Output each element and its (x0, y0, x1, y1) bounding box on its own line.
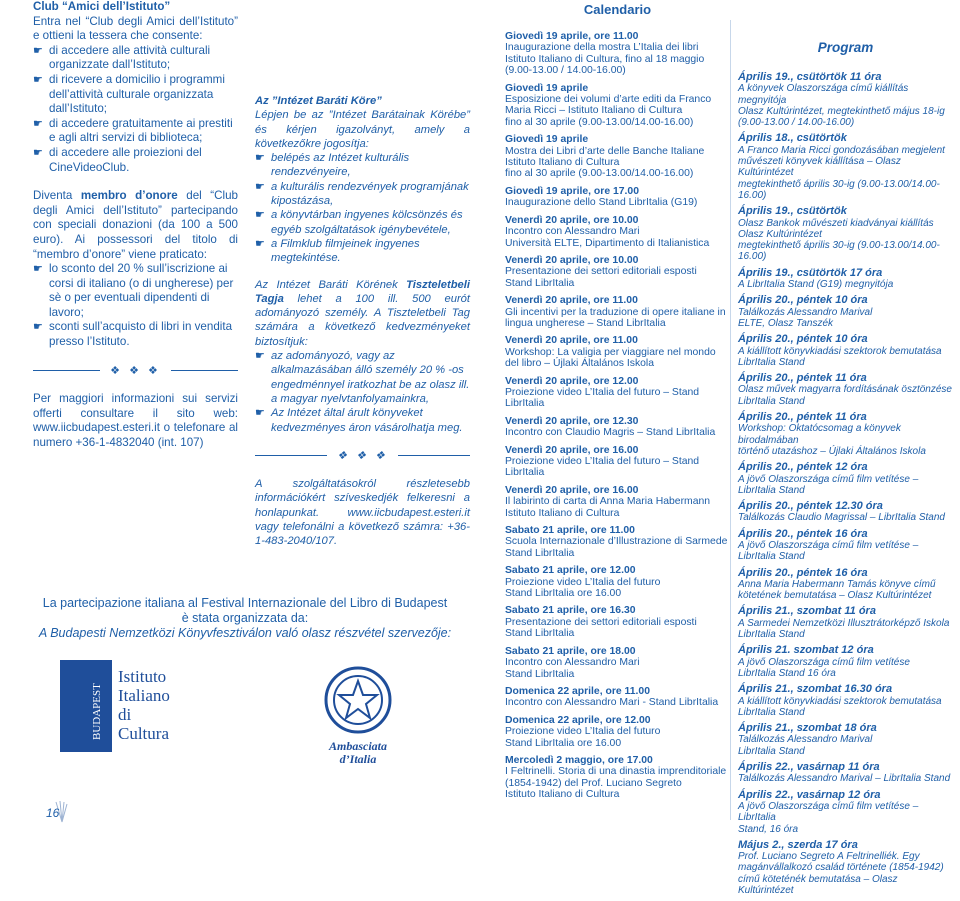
calendar-event: Venerdì 20 aprile, ore 16.00 Il labirinto di carta di Anna Maria Habermann Istituto Italiano di Cultura (505, 484, 711, 519)
section-divider (255, 449, 470, 463)
list-item: ☛ a Filmklub filmjeinek ingyenes megtekintése. (255, 237, 420, 265)
honorary-member-text: Diventa membro d’onore del “Club degli Amici dell’Istituto” partecipando con speciali donazioni (da 100 a 500 euro). Ai possessori del titolo di “membro d’onore” viene praticato: (33, 189, 238, 261)
program-event: Április 20., péntek 10 óra A kiállított könyvkiadási szektorok bemutatása LibrItalia Stand (738, 333, 942, 368)
calendar-event: Sabato 21 aprile, ore 12.00 Proiezione video L’Italia del futuro Stand LibrItalia ore 16.00 (505, 565, 661, 600)
program-event: Április 22., vasárnap 11 óra Találkozás Alessandro Marival – LibrItalia Stand (738, 761, 951, 785)
honorary-benefit-list (33, 262, 238, 350)
pointing-hand-icon: ☛ (33, 73, 43, 86)
program-event: Április 21., szombat 16.30 óra A kiállított könyvkiadási szektorok bemutatása LibrItalia Stand (738, 683, 942, 718)
program-heading: Program (817, 40, 874, 55)
club-title: Club “Amici dell’Istituto” (33, 0, 171, 13)
list-item: ☛ a könyvtárban ingyenes kölcsönzés és egyéb szolgáltatások igénybevétele, (255, 209, 463, 236)
list-item: ☛ di accedere gratuitamente ai prestiti e agli altri servizi di biblioteca; (33, 116, 233, 145)
caption-line: A Budapesti Nemzetközi Könyvfesztiválon való olasz részvétel szervezője: (38, 626, 452, 640)
honorary-benefit-list (255, 349, 470, 435)
page-number: 16 (46, 806, 60, 820)
pointing-hand-icon: ☛ (255, 152, 265, 165)
list-item: ☛ a kulturális rendezvények programjának kipostázása, (255, 180, 469, 208)
calendar-event: Sabato 21 aprile, ore 16.30 Presentazione dei settori editoriali esposti Stand LibrItalia (505, 605, 697, 640)
honorary-member-text: Az Intézet Baráti Körének Tiszteletbeli Tagja lehet a 100 ill. 500 eurót adományozó személy. A Tiszteletbeli Tag számára a következő kedvezményeket biztosítjuk: (255, 278, 470, 348)
emblem-icon (323, 665, 393, 735)
club-italian-column (33, 0, 238, 451)
calendar-event: Sabato 21 aprile, ore 11.00 Scuola Internazionale d’Illustrazione di Sarmede Stand LibrItalia (505, 525, 728, 559)
istituto-logo-icon (60, 660, 190, 752)
pointing-hand-icon: ☛ (255, 209, 265, 222)
program-event: Április 20., péntek 11 óra Olasz művek magyarra fordításának ösztönzése LibrItalia Stand (738, 372, 952, 407)
calendar-event: Venerdì 20 aprile, ore 11.00 Workshop: La valigia per viaggiare nel mondo del libro – Újlaki Általános Iskola (505, 335, 716, 370)
pointing-hand-icon: ☛ (33, 321, 43, 334)
pointing-hand-icon: ☛ (255, 407, 265, 420)
pointing-hand-icon: ☛ (33, 263, 43, 276)
calendar-event: Giovedì 19 aprile, ore 11.00 Inaugurazione della mostra L’Italia dei libri Istituto Italiano di Cultura, fino al 18 maggio (9.00-13.00 / 14.00-16.00) (505, 31, 705, 77)
program-event: Április 22., vasárnap 12 óra A jövő Olaszországa című film vetítése – LibrItalia Stand, 16 óra (738, 788, 919, 835)
list-item: ☛ belépés az Intézet kulturális rendezvényeire, (255, 152, 410, 179)
club-title: Az ”Intézet Baráti Köre” (255, 95, 382, 107)
list-item: ☛ Az Intézet által árult könyveket kedvezményes áron vásárolhatja meg. (255, 407, 463, 434)
calendar-event: Venerdì 20 aprile, ore 12.30 Incontro con Claudio Magris – Stand LibrItalia (505, 415, 716, 439)
pointing-hand-icon: ☛ (255, 180, 265, 193)
club-info: Per maggiori informazioni sui servizi offerti consultare il sito web: www.iicbudapest.esteri.it o telefonare al numero +36-1-4832040 (int. 107) (33, 392, 238, 450)
program-event: Április 20., péntek 12.30 óra Találkozás Claudio Magrissal – LibrItalia Stand (738, 500, 945, 524)
caption-line: è stata organizzata da: (181, 611, 309, 625)
list-item: ☛ az adományozó, vagy az alkalmazásában álló személy 20 % -os engedménnyel iratkozhat be az olasz ill. a magyar nyelvtanfolyamainkra, (255, 350, 470, 405)
logo-line: d’Italia (339, 752, 377, 766)
calendar-event: Venerdì 20 aprile, ore 16.00 Proiezione video L’Italia del futuro – Stand LibrItalia (505, 444, 700, 479)
program-event: Május 2., szerda 17 óra Prof. Luciano Segreto A Feltrinelliék. Egy magánvállalkozó család története (1854-1942) című köteténék bemutatása – Olasz Kultúrintézet (738, 838, 944, 896)
program-event: Április 20., péntek 11 óra Workshop: Oktatócsomag a könyvek birodalmában történő utazáshoz – Újlaki Általános Iskola (738, 411, 926, 457)
pointing-hand-icon: ☛ (255, 350, 265, 363)
calendar-event: Giovedì 19 aprile Mostra dei Libri d’arte delle Banche Italiane Istituto Italiano di Cultura fino al 30 aprile (9.00-13.00/14.00-16.00) (505, 134, 705, 180)
calendar-event: Venerdì 20 aprile, ore 10.00 Incontro con Alessandro Mari Università ELTE, Dipartimento di Italianistica (505, 214, 710, 249)
calendar-event: Mercoledì 2 maggio, ore 17.00 I Feltrinelli. Storia di una dinastia imprenditoriale (1854-1942) del Prof. Luciano Segreto Istituto Italiano di Cultura (505, 754, 727, 801)
column-divider (730, 20, 731, 820)
program-list (738, 72, 953, 901)
pointing-hand-icon: ☛ (255, 237, 265, 250)
logo-line: Italiano (118, 686, 170, 705)
program-event: Április 19., csütörtök Olasz Bankok művészeti kiadványai kiállítás Olasz Kultúrintézet megtekinthető április 30-ig (9.00-13.00/14.00-16.00) (738, 205, 940, 263)
calendar-event: Giovedì 19 aprile Esposizione dei volumi d’arte editi da Franco Maria Ricci – Istituto Italiano di Cultura fino al 30 aprile (9.00-13.00/14.00-16.00) (505, 82, 712, 128)
program-event: Április 21. szombat 12 óra A jövő Olaszországa című film vetítése LibrItalia Stand 16 óra (738, 644, 910, 679)
calendar-event: Venerdì 20 aprile, ore 11.00 Gli incentivi per la traduzione di opere italiane in lingua ungherese – Stand LibrItalia (505, 295, 726, 329)
club-benefit-list (33, 44, 238, 175)
program-event: Április 19., csütörtök 11 óra A könyvek Olaszországa című kiállítás megnyitója Olasz Kultúrintézet, megtekinthető május 18-ig (9.00-13.00 / 14.00-16.00) (738, 71, 945, 129)
calendar-event: Venerdì 20 aprile, ore 12.00 Proiezione video L’Italia del futuro – Stand LibrItalia (505, 375, 700, 410)
program-event: Április 21., szombat 11 óra A Sarmedei Nemzetközi Illusztrátorképző Iskola LibrItalia Stand (738, 605, 950, 641)
list-item: ☛ di accedere alle attività culturali organizzate dall’Istituto; (33, 43, 211, 72)
pointing-hand-icon: ☛ (33, 44, 43, 57)
diamond-ornament-icon: ❖ ❖ ❖ (337, 449, 388, 462)
list-item: ☛ di ricevere a domicilio i programmi dell’attività culturale organizzata dall’Istituto; (33, 72, 225, 116)
pointing-hand-icon: ☛ (33, 146, 43, 159)
club-intro: Lépjen be az ”Intézet Barátainak Körébe” és kérjen igazolványt, amely a következőkre jogosítja: (255, 109, 470, 150)
caption-line: La partecipazione italiana al Festival Internazionale del Libro di Budapest (42, 596, 448, 610)
diamond-ornament-icon: ❖ ❖ ❖ (110, 364, 161, 377)
calendar-event: Giovedì 19 aprile, ore 17.00 Inaugurazione dello Stand LibrItalia (G19) (505, 185, 698, 209)
istituto-logo (60, 660, 190, 757)
logo-line: Istituto (118, 667, 167, 686)
program-event: Április 19., csütörtök 17 óra A LibrItalia Stand (G19) megnyitója (738, 266, 894, 291)
organizer-caption (20, 596, 470, 641)
logo-side-text: BUDAPEST (91, 683, 103, 740)
club-hungarian-column (255, 94, 470, 549)
club-benefit-list (255, 151, 470, 265)
calendar-list (505, 31, 730, 807)
logo-line: Ambasciata (328, 739, 387, 753)
logo-line: Cultura (118, 724, 169, 743)
calendar-event: Sabato 21 aprile, ore 18.00 Incontro con Alessandro Mari Stand LibrItalia (505, 645, 640, 680)
calendar-heading: Calendario (583, 2, 652, 17)
list-item: ☛ di accedere alle proiezioni del CineVideoClub. (33, 145, 202, 174)
calendar-event: Domenica 22 aprile, ore 11.00 Incontro con Alessandro Mari - Stand LibrItalia (505, 685, 719, 709)
pointing-hand-icon: ☛ (33, 117, 43, 130)
list-item: ☛ sconti sull’acquisto di libri in vendita presso l’Istituto. (33, 320, 233, 349)
ambasciata-logo (313, 665, 403, 766)
logo-line: di (118, 705, 132, 724)
club-info: A szolgáltatásokról részletesebb információkért szíveskedjék felkeresni a honlapunkat. www.iicbudapest.esteri.it vagy telefonálni a következő számra: +36-1-483-2040/107. (255, 478, 470, 548)
club-intro: Entra nel “Club degli Amici dell’Istituto” e ottieni la tessera che consente: (33, 14, 238, 43)
program-event: Április 20., péntek 16 óra A jövő Olaszországa című film vetítése – LibrItalia Stand (738, 527, 919, 563)
program-event: Április 20., péntek 16 óra Anna Maria Habermann Tamás könyve című kötetének bemutatása – Olasz Kultúrintézet (738, 566, 936, 602)
program-event: Április 18., csütörtök A Franco Maria Ricci gondozásában megjelent művészeti könyvek kiállítása – Olasz Kultúrintézet megtekinthető április 30-ig (9.00-13.00/14.00-16.00) (738, 132, 945, 201)
section-divider (33, 364, 238, 379)
calendar-event: Venerdì 20 aprile, ore 10.00 Presentazione dei settori editoriali esposti Stand LibrItalia (505, 254, 697, 289)
list-item: ☛ lo sconto del 20 % sull’iscrizione ai corsi di italiano (o di ungherese) per sè o per eventuali dipendenti di lavoro; (33, 262, 234, 319)
calendar-event: Domenica 22 aprile, ore 12.00 Proiezione video L’Italia del futuro Stand LibrItalia ore 16.00 (505, 714, 661, 749)
program-event: Április 21., szombat 18 óra Találkozás Alessandro Marival LibrItalia Stand (738, 722, 877, 757)
program-event: Április 20., péntek 12 óra A jövő Olaszországa című film vetítése – LibrItalia Stand (738, 461, 919, 496)
program-event: Április 20., péntek 10 óra Találkozás Alessandro Marival ELTE, Olasz Tanszék (738, 294, 873, 329)
